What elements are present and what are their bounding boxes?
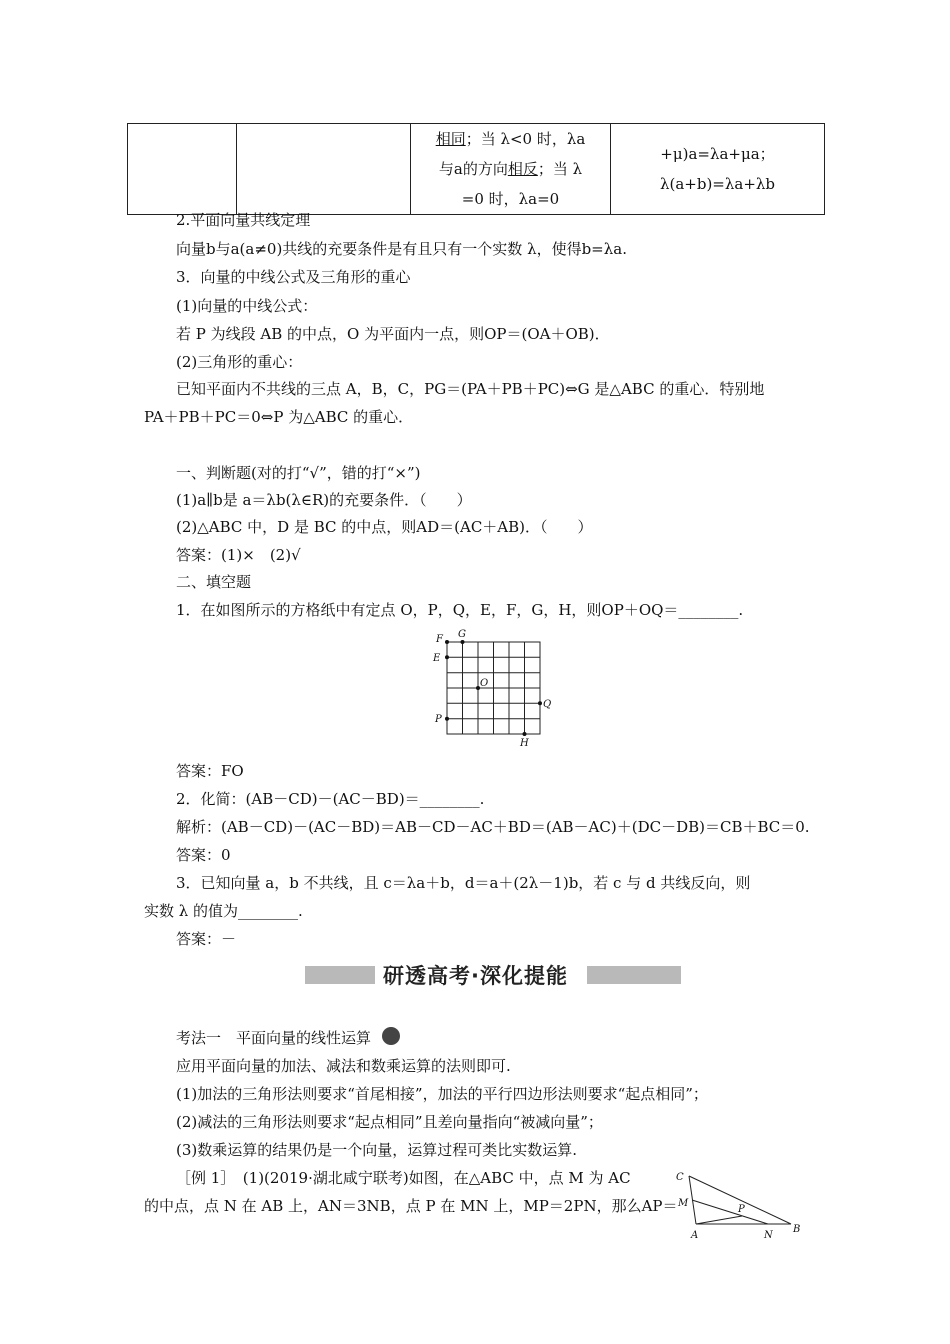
text-line: 向量b与a(a≠0)共线的充要条件是有且只有一个实数 λ，使得b=λa. [176, 240, 627, 258]
cell-text: λ(a+b)=λa+λb [659, 175, 776, 193]
text-line: 应用平面向量的加法、减法和数乘运算的法则即可. [176, 1057, 511, 1075]
question: 实数 λ 的值为________. [144, 902, 303, 920]
point-P [445, 717, 449, 721]
banner-title: 研透高考·深化提能 [383, 964, 568, 988]
section-heading: 3．向量的中线公式及三角形的重心 [176, 268, 411, 286]
answer: 答案：(1)× (2)√ [176, 546, 301, 564]
answer: 答案：－ [176, 930, 237, 948]
text-line: (1)向量的中线公式： [176, 297, 318, 315]
underlined-term: 相反 [507, 160, 538, 178]
answer: 答案：0 [176, 846, 231, 864]
table-cell-empty-1 [128, 124, 237, 215]
cell-text: 与a的方向 [438, 160, 508, 178]
example-line: 的中点，点 N 在 AB 上，AN＝3NB，点 P 在 MN 上，MP＝2PN，那么AP＝ [144, 1197, 678, 1215]
example-line: ［例 1］ (1)(2019·湖北咸宁联考)如图，在△ABC 中，点 M 为 AC [176, 1169, 631, 1187]
question: (2)△ABC 中，D 是 BC 的中点，则AD＝(AC＋AB)．（ ） [176, 518, 593, 536]
label-E: E [433, 653, 441, 664]
answer: 答案：FO [176, 762, 244, 780]
text-line: (1)加法的三角形法则要求“首尾相接”，加法的平行四边形法则要求“起点相同”； [176, 1085, 708, 1103]
label-H: H [520, 738, 529, 749]
table-cell-rule [411, 124, 611, 215]
label-N: N [764, 1230, 773, 1241]
table-cell-empty-2 [237, 124, 411, 215]
section-banner [305, 962, 681, 988]
question: (1)a∥b是 a＝λb(λ∈R)的充要条件．（ ） [176, 491, 472, 509]
solution: 解析：(AB－CD)－(AC－BD)＝AB－CD－AC＋BD＝(AB－AC)＋(DC－DB)＝CB＋BC＝0. [176, 818, 810, 836]
triangle-figure [674, 1168, 804, 1243]
question: 2．化简：(AB－CD)－(AC－BD)＝________. [176, 790, 485, 808]
question: 3．已知向量 a，b 不共线，且 c＝λa＋b，d＝a＋(2λ－1)b，若 c 与 d 共线反向，则 [176, 874, 751, 892]
text-line: (2)减法的三角形法则要求“起点相同”且差向量指向“被减向量”； [176, 1113, 603, 1131]
table-cell-laws [611, 124, 825, 215]
text-line: (2)三角形的重心： [176, 353, 303, 371]
section-heading: 2.平面向量共线定理 [176, 211, 311, 229]
question: 1．在如图所示的方格纸中有定点 O，P，Q，E，F，G，H，则OP＋OQ＝________. [176, 601, 744, 619]
point-H [523, 732, 527, 736]
segment-MN [692, 1200, 768, 1224]
label-Q: Q [543, 699, 552, 710]
cell-text: +μ)a=λa+μa； [660, 145, 775, 163]
underlined-term: 相同 [435, 130, 466, 148]
label-G: G [458, 629, 466, 640]
point-F [445, 640, 449, 644]
label-P: P [738, 1204, 745, 1215]
label-B: B [793, 1224, 801, 1235]
point-G [461, 640, 465, 644]
text-line: 若 P 为线段 AB 的中点，O 为平面内一点，则OP＝(OA＋OB)． [176, 325, 610, 343]
cell-text: ；当 λ<0 时，λa [465, 130, 586, 148]
bullet-dot [382, 1027, 400, 1045]
label-M: M [678, 1198, 689, 1209]
cell-text: ；当 λ [537, 160, 583, 178]
method-heading: 考法一 平面向量的线性运算 [176, 1029, 372, 1047]
segment-AP [696, 1216, 742, 1224]
text-line: 已知平面内不共线的三点 A，B，C，PG＝(PA＋PB＋PC)⇔G 是△ABC 的重心．特别地 [176, 380, 765, 398]
cell-text: =0 时，λa=0 [461, 190, 560, 208]
label-P: P [435, 714, 442, 725]
banner-bar-right [587, 966, 681, 984]
text-line: PA＋PB＋PC＝0⇔P 为△ABC 的重心． [144, 408, 414, 426]
section-heading: 一、判断题(对的打“√”，错的打“×”) [176, 464, 421, 482]
banner-bar-left [305, 966, 375, 984]
section-heading: 二、填空题 [176, 573, 252, 591]
label-A: A [691, 1230, 699, 1241]
label-O: O [480, 678, 489, 689]
text-line: (3)数乘运算的结果仍是一个向量，运算过程可类比实数运算. [176, 1141, 578, 1159]
point-E [445, 655, 449, 659]
point-Q [538, 701, 542, 705]
grid-lines [447, 642, 540, 734]
label-C: C [676, 1172, 684, 1183]
label-F: F [436, 634, 443, 645]
grid-figure [428, 626, 558, 751]
properties-table [127, 123, 825, 215]
